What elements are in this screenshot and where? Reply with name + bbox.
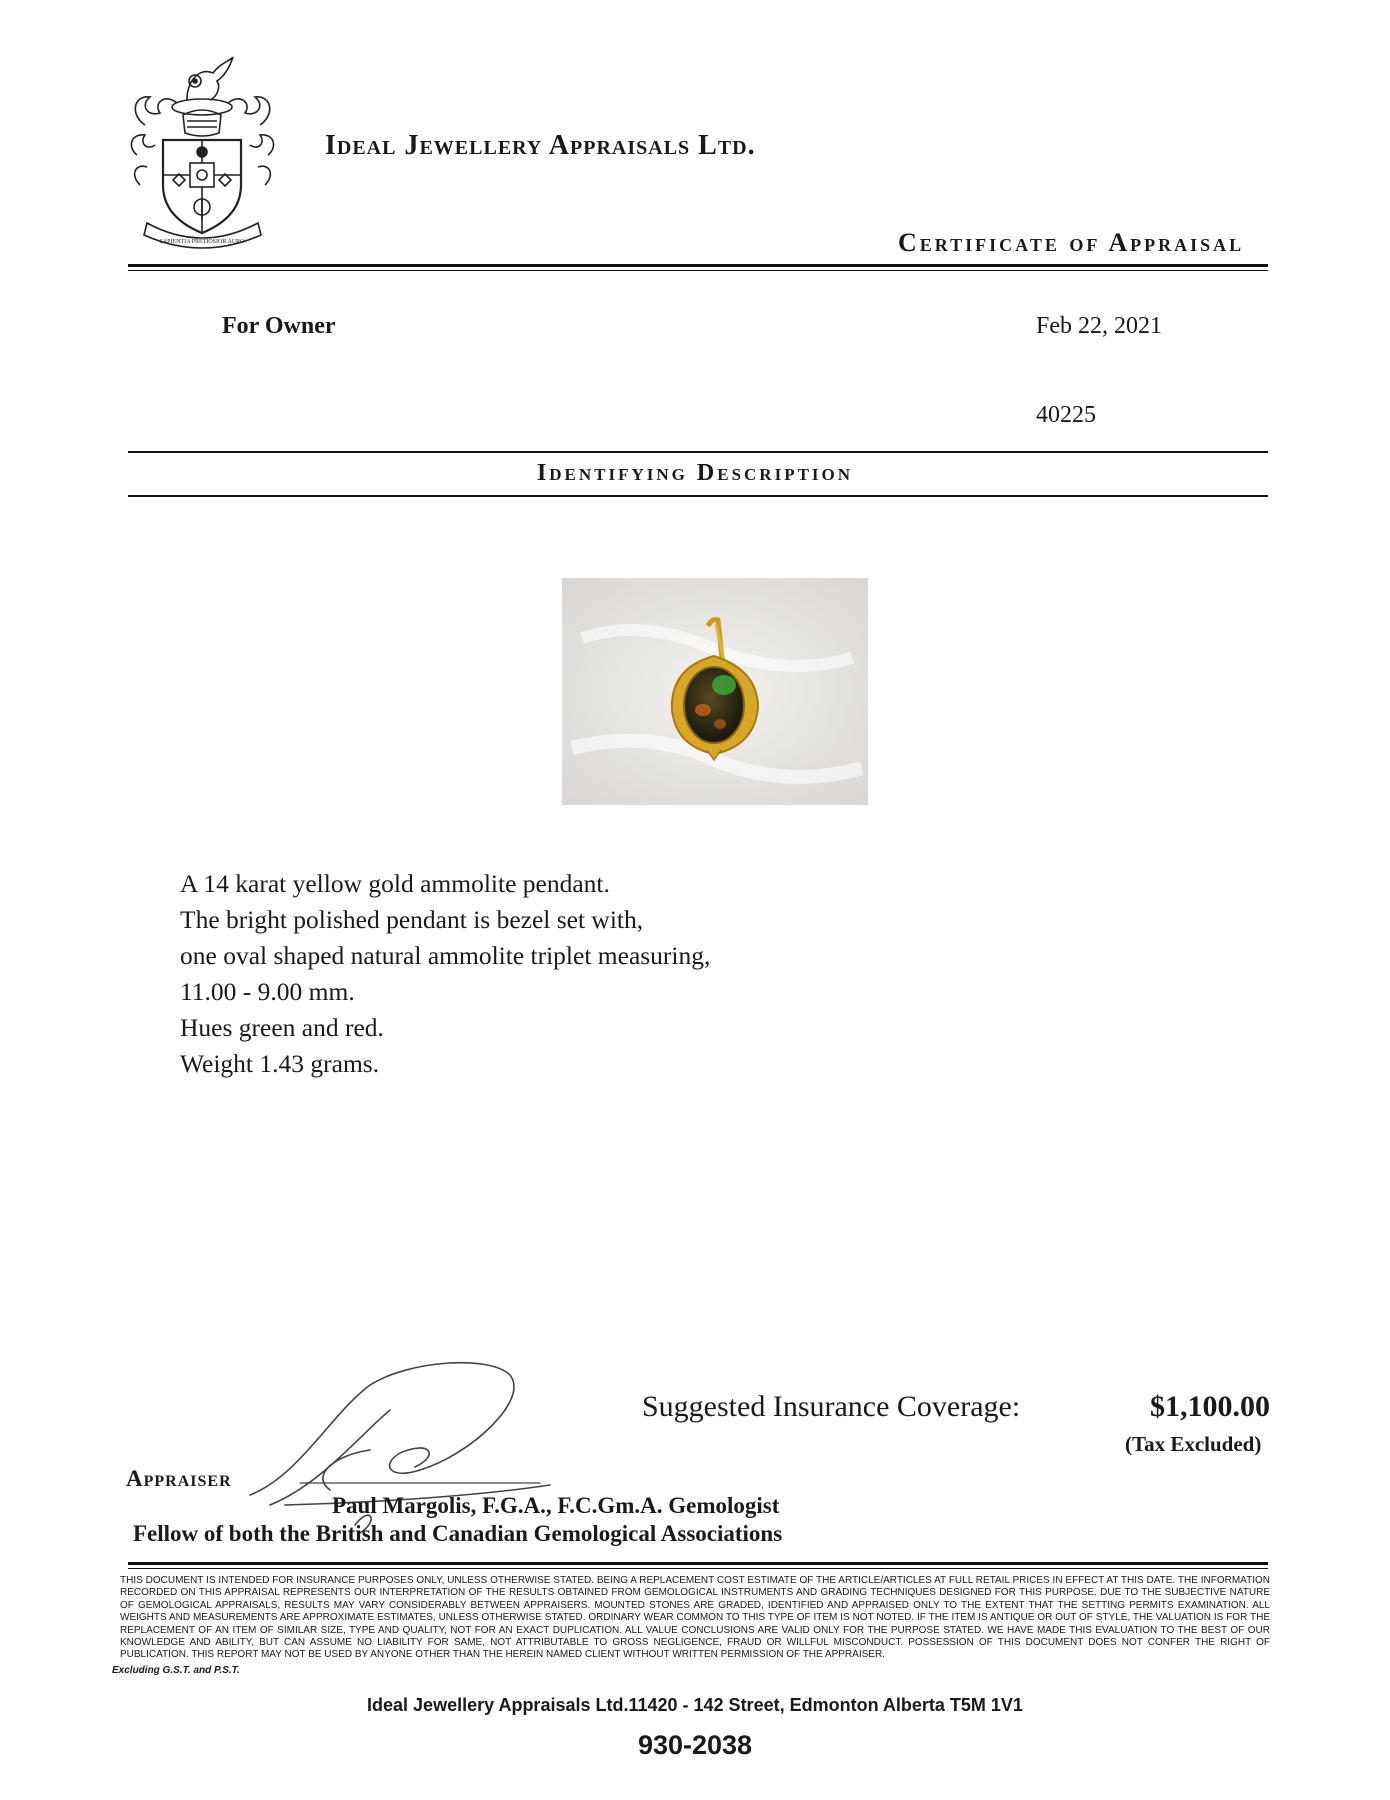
tax-exclusion-note: Excluding G.S.T. and P.S.T.	[112, 1665, 240, 1676]
footer-rule-thin	[128, 1568, 1268, 1569]
crest-logo	[125, 55, 280, 250]
description-line: Weight 1.43 grams.	[180, 1049, 380, 1078]
footer-phone: 930-2038	[637, 1730, 753, 1760]
item-description	[180, 866, 710, 1082]
description-line: one oval shaped natural ammolite triplet measuring,	[180, 941, 711, 970]
disclaimer-text: THIS DOCUMENT IS INTENDED FOR INSURANCE PURPOSES ONLY, UNLESS OTHERWISE STATED. BEING A REPLACEMENT COST ESTIMATE OF THE ARTICLE/ARTICLES AT FULL RETAIL PRICES IN EFFECT AT THIS DATE. THE INFORMATION RECORDED ON THIS APPRAISAL REPRESENTS OUR INTERPRETATION OF THE RESULTS OBTAINED FROM GEMOLOGICAL INSTRUMENTS AND GRADING TECHNIQUES DESIGNED FOR THIS PURPOSE. DUE TO THE SUBJECTIVE NATURE OF GEMOLOGICAL APPRAISALS, RESULTS MAY VARY CONSIDERABLY BETWEEN APPRAISERS. MOUNTED STONES ARE GRADED, IDENTIFIED AND APPRAISED ONLY TO THE EXTENT THAT THE SETTING PERMITS EXAMINATION. ALL WEIGHTS AND MEASUREMENTS ARE APPROXIMATE ESTIMATES, UNLESS OTHERWISE STATED. ORDINARY WEAR COMMON TO THIS TYPE OF ITEM IS NOT NOTED. IF THE ITEM IS ANTIQUE OR OUT OF STYLE, THE VALUATION IS FOR THE REPLACEMENT OF AN ITEM OF SIMILAR SIZE, TYPE AND QUALITY, NOT FOR AN EXACT DUPLICATION. ALL VALUE CONCLUSIONS ARE VALID ONLY FOR THE PURPOSE STATED. WE HAVE MADE THIS EVALUATION TO THE BEST OF OUR KNOWLEDGE AND ABILITY, BUT CAN ASSUME NO LIABILITY FOR SAME, NOT ATTRIBUTABLE TO GROSS NEGLIGENCE, FRAUD OR WILLFUL MISCONDUCT. POSSESSION OF THIS DOCUMENT DOES NOT CONFER THE RIGHT OF PUBLICATION. THIS REPORT MAY NOT BE USED BY ANYONE OTHER THAN THE HEREIN NAMED CLIENT WITHOUT WRITTEN PERMISSION OF THE APPRAISER.	[120, 1575, 1270, 1661]
description-line: The bright polished pendant is bezel set with,	[180, 905, 644, 934]
description-line: 11.00 - 9.00 mm.	[180, 977, 355, 1006]
section-rule-bottom	[128, 495, 1268, 497]
header-rule-thin	[128, 270, 1268, 271]
appraiser-label: Appraiser	[126, 1466, 232, 1491]
appraisal-date: Feb 22, 2021	[1036, 313, 1162, 339]
footer-rule-thick	[128, 1562, 1268, 1565]
header-rule-thick	[128, 264, 1268, 267]
insurance-value: $1,100.00	[1150, 1390, 1270, 1423]
reference-number: 40225	[1036, 402, 1096, 428]
description-line: A 14 karat yellow gold ammolite pendant.	[180, 869, 610, 898]
section-title: Identifying Description	[536, 460, 854, 486]
insurance-label: Suggested Insurance Coverage:	[642, 1390, 1021, 1423]
footer-address: Ideal Jewellery Appraisals Ltd.11420 - 142 Street, Edmonton Alberta T5M 1V1	[367, 1695, 1023, 1715]
crest-motto: SAPIENTIA PRETIOSIOR AURO	[159, 239, 245, 245]
certificate-title: Certificate of Appraisal	[898, 228, 1245, 257]
pendant-photo	[562, 578, 868, 805]
company-name: Ideal Jewellery Appraisals Ltd.	[325, 130, 756, 161]
appraiser-name: Paul Margolis, F.G.A., F.C.Gm.A. Gemologist	[332, 1493, 780, 1518]
tax-note: (Tax Excluded)	[1125, 1432, 1262, 1456]
fellowship-line: Fellow of both the British and Canadian Gemological Associations	[133, 1521, 783, 1546]
section-rule-top	[128, 451, 1268, 453]
owner-label: For Owner	[222, 313, 336, 339]
description-line: Hues green and red.	[180, 1013, 384, 1042]
